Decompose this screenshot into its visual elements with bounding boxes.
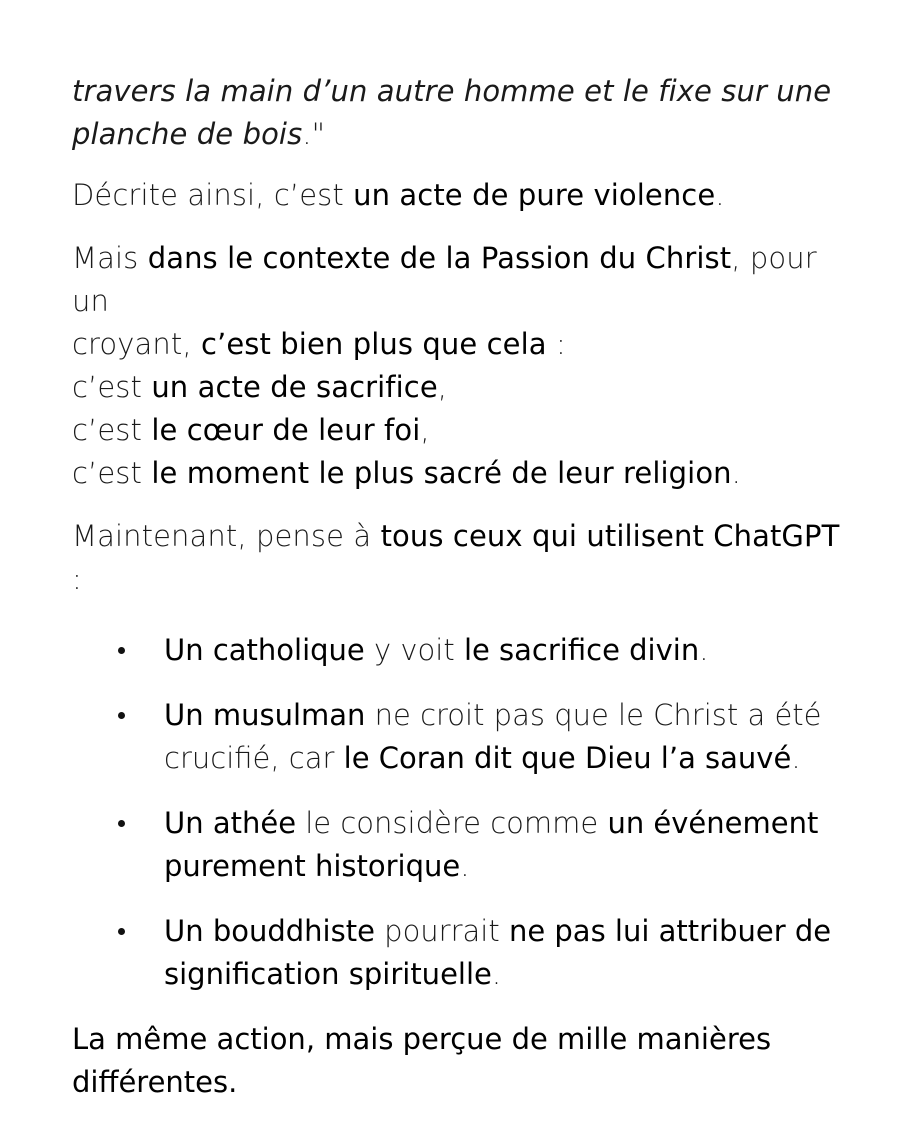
text-segment: croyant,: [72, 327, 201, 361]
text-segment: .: [731, 456, 741, 490]
emphasis-segment: Un musulman: [164, 698, 366, 732]
bullet-icon: [118, 928, 125, 935]
emphasis-segment: ne pas lui attribuer de: [508, 914, 832, 948]
text-segment: ,: [420, 413, 430, 447]
list-item-muslim: [72, 694, 852, 780]
bullet-icon: [118, 647, 125, 654]
muslim-line-1: [164, 694, 852, 737]
conclusion-line-2: différentes.: [72, 1065, 238, 1099]
text-segment: , pour un: [72, 241, 817, 318]
text-segment: Mais: [72, 241, 148, 275]
intro-line-2-italic: planche de bois: [72, 117, 303, 151]
atheist-line-1: [164, 802, 852, 845]
emphasis-segment: le sacrifice divin: [463, 633, 700, 667]
list-item-buddhist: [72, 910, 852, 996]
emphasis-segment: le moment le plus sacré de leur religion: [151, 456, 732, 490]
emphasis-segment: Un athée: [164, 806, 297, 840]
paragraph-violence: [72, 174, 852, 217]
text-segment: .: [491, 957, 502, 991]
passion-line-5: [72, 452, 852, 495]
intro-line-1: travers la main d’un autre homme et le fixe sur une: [72, 74, 832, 108]
document-page: [72, 70, 852, 1133]
text-segment: pourrait: [374, 914, 509, 948]
text-segment: crucifié, car: [164, 741, 344, 775]
text-segment: c’est: [72, 413, 152, 447]
passion-line-4: [72, 409, 852, 452]
intro-line-2-end: .": [302, 117, 326, 151]
intro-line-2: [72, 113, 852, 156]
emphasis-segment: Un catholique: [164, 633, 365, 667]
buddhist-line-1: [164, 910, 852, 953]
emphasis-segment: tous ceux qui utilisent ChatGPT: [380, 519, 840, 553]
bullet-icon: [118, 712, 125, 719]
emphasis-segment: dans le contexte de la Passion du Christ: [147, 241, 732, 275]
passion-line-3: [72, 366, 852, 409]
bullet-icon: [118, 820, 125, 827]
emphasis-segment: Un bouddhiste: [164, 914, 375, 948]
list-item-atheist: [72, 802, 852, 888]
emphasis-segment: un événement: [607, 806, 819, 840]
list-item-catholic: [72, 629, 852, 672]
emphasis-segment: le cœur de leur foi: [151, 413, 421, 447]
text-segment: y voit: [364, 633, 464, 667]
paragraph-chatgpt-users: [72, 515, 852, 601]
text-segment: ne croit pas que le Christ a été: [365, 698, 822, 732]
text-segment: :: [546, 327, 566, 361]
emphasis-segment: le Coran dit que Dieu l’a sauvé: [343, 741, 792, 775]
text-segment: :: [72, 562, 82, 596]
text-segment: c’est: [72, 370, 152, 404]
conclusion-line-1: La même action, mais perçue de mille manières: [72, 1022, 772, 1056]
emphasis-segment: purement historique: [164, 849, 461, 883]
text-segment: ,: [437, 370, 448, 404]
conclusion-paragraph: [72, 1018, 852, 1104]
text-segment: Maintenant, pense à: [72, 519, 381, 553]
emphasis-segment: un acte de sacrifice: [151, 370, 438, 404]
passion-line-2: [72, 323, 852, 366]
text-segment: Décrite ainsi, c’est: [72, 178, 354, 212]
perspectives-list: [72, 629, 852, 996]
text-segment: c’est: [72, 456, 152, 490]
text-segment: .: [460, 849, 470, 883]
text-segment: le considère comme: [296, 806, 608, 840]
intro-paragraph: [72, 70, 852, 156]
text-segment: .: [715, 178, 725, 212]
paragraph-passion: [72, 237, 852, 495]
muslim-line-2: [164, 737, 852, 780]
buddhist-line-2: [164, 953, 852, 996]
atheist-line-2: [164, 845, 852, 888]
text-segment: .: [699, 633, 709, 667]
passion-line-1: [72, 237, 852, 323]
emphasis-segment: un acte de pure violence: [353, 178, 716, 212]
emphasis-segment: c’est bien plus que cela: [201, 327, 547, 361]
text-segment: .: [791, 741, 801, 775]
emphasis-segment: signification spirituelle: [164, 957, 492, 991]
